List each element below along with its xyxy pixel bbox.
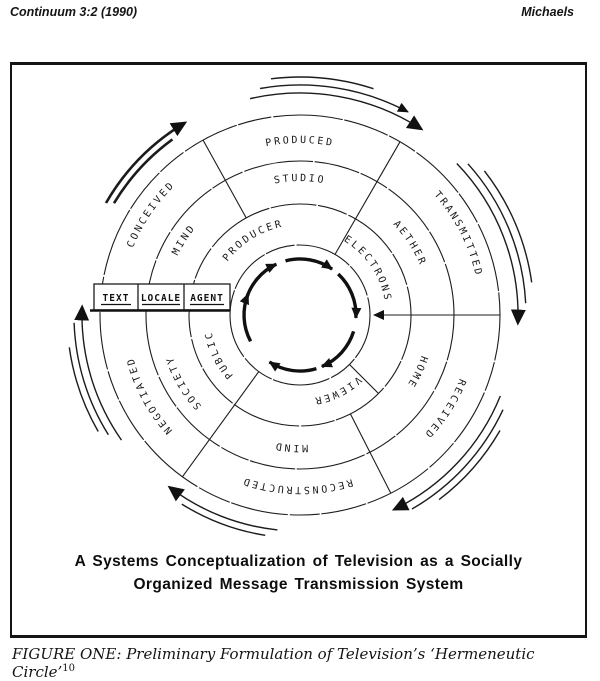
middle-ring-label-mind-bottom: MIND [272, 439, 309, 454]
axis-box-label-text: TEXT [102, 293, 130, 304]
figure-caption-text: Preliminary Formulation of Television’s ‘Hermeneutic Circle’ [12, 645, 535, 681]
axis-box-label-locale: LOCALE [140, 293, 182, 304]
figure-frame [10, 62, 587, 638]
outer-ring-label-conceived: CONCEIVED [125, 179, 178, 250]
hub-flow-arrow-bottom-right [322, 331, 354, 366]
outer-ring-label-negotiated: NEGOTIATED [125, 355, 175, 436]
outer-arrow-left [69, 307, 121, 440]
sector-divider-upper-left [203, 140, 246, 218]
inner-ring-label-public: PUBLIC [203, 329, 236, 381]
diagram-title-line1: A Systems Conceptualization of Television as a Socially [74, 553, 523, 570]
outer-arrow-bottom-right-arc3 [439, 431, 500, 500]
hub-flow-arrow-top [286, 259, 333, 269]
outer-ring-label-produced: PRODUCED [264, 134, 336, 150]
outer-ring-label-received: RECEIVED [420, 377, 468, 441]
outer-arrow-top [250, 77, 421, 129]
outer-arrow-left-arc [82, 307, 122, 440]
inner-ring-label-electrons: ELECTRONS [341, 233, 394, 304]
hub-flow-circle [244, 259, 356, 371]
outer-arrow-bottom-left-arc [170, 488, 277, 530]
axis-box-label-agent: AGENT [190, 293, 224, 304]
hub-flow-arrow-right [338, 274, 356, 318]
hub-flow-arrow-bottom-left [270, 362, 317, 371]
middle-ring-label-studio: STUDIO [273, 173, 327, 187]
author-name: Michaels [521, 5, 574, 19]
hub-flow-arrow-left [244, 294, 251, 341]
hub-circle [230, 245, 370, 385]
sector-divider-lower-right [350, 414, 390, 493]
axis-boxes [90, 284, 230, 311]
outer-arrow-top-arc3 [271, 77, 374, 89]
outer-ring-label-transmitted: TRANSMITTED [431, 189, 484, 279]
outer-arrow-bottom-right-arc2 [412, 410, 503, 509]
journal-header: Continuum 3:2 (1990) [10, 5, 138, 19]
middle-ring-label-mind-top: MIND [170, 222, 199, 258]
sector-divider-upper-right [335, 142, 400, 255]
hub-flow-arrow-upper-left [246, 264, 276, 300]
inner-ring-label-producer: PRODUCER [221, 218, 285, 264]
outer-arrow-top-arc [250, 93, 421, 129]
middle-ring-label-aether: AETHER [390, 218, 429, 269]
sector-divider-lower-left [182, 372, 258, 477]
outer-ring-label-reconstructed: RECONSTRUCTED [240, 474, 354, 496]
middle-ring-label-home: HOME [404, 354, 430, 391]
diagram-title-line2: Organized Message Transmission System [133, 576, 464, 593]
figure-caption [12, 645, 592, 681]
outer-arrow-top-arc2 [260, 85, 408, 112]
diagram-title [12, 550, 585, 596]
inner-ring-label-viewer: VIEWER [311, 373, 364, 407]
middle-ring-label-society: SOCIETY [164, 353, 204, 412]
figure-caption-label: FIGURE ONE: [12, 645, 122, 663]
hermeneutic-circle-diagram [12, 65, 585, 543]
outer-arrow-left-arc3 [69, 347, 98, 431]
figure-caption-footnote: 10 [62, 663, 76, 674]
